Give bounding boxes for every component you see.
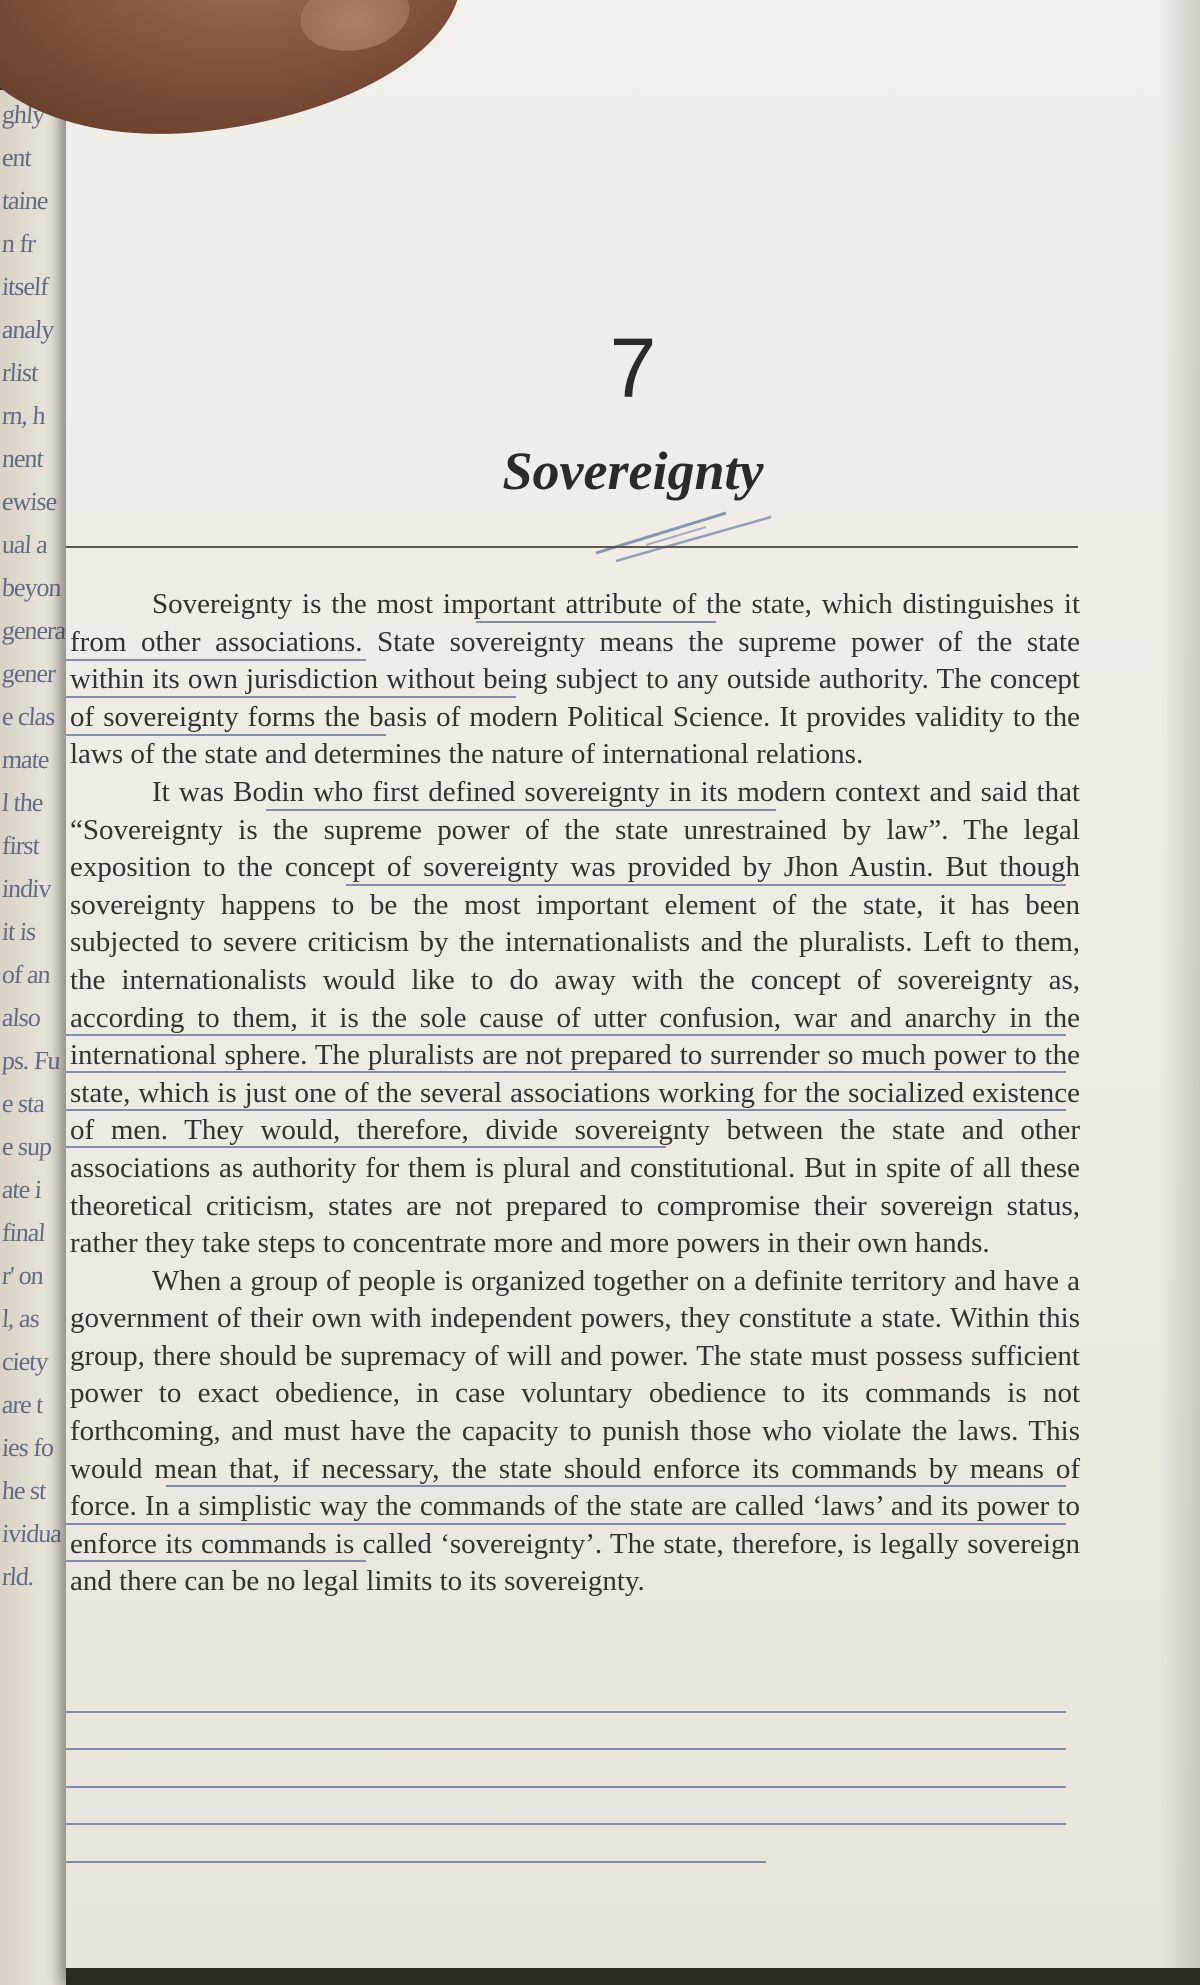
facing-page-fragment: nent — [1, 444, 44, 473]
book-page — [66, 0, 1200, 1985]
facing-page-fragment: first — [1, 831, 40, 860]
paragraph-1: Sovereignty is the most important attribute of the state, which distinguishes it from other associations. State sovereignty means the supreme power of the state within its own jurisdiction without being subject to any outside authority. The concept of sovereignty forms the basis of modern Political Science. It provides validity to the laws of the state and determines the nature of international relations. — [70, 588, 1080, 771]
paragraph-3: When a group of people is organized together on a definite territory and have a government of their own with independent powers, they constitute a state. Within this group, there should be supremacy of will and power. The state must possess sufficient power to exact obedience, in case voluntary obedience to its commands is not forthcoming, and must have the capacity to punish those who violate the laws. This would mean that, if necessary, the state should enforce its commands by means of force. In a simplistic way the commands of the state are called ‘laws’ and its power to enforce its commands is called ‘sovereignty’. The state, therefore, is legally sovereign and there can be no legal limits to its sovereignty. — [70, 1264, 1080, 1598]
facing-page-fragment: genera — [1, 616, 67, 645]
pen-underline — [66, 1748, 1066, 1750]
facing-page-fragment: e sta — [1, 1089, 45, 1118]
facing-page-fragment: indiv — [1, 874, 52, 903]
facing-page-fragment: ciety — [1, 1347, 49, 1376]
facing-page-fragment: ent — [1, 143, 32, 172]
pen-underline — [66, 696, 516, 698]
facing-page-fragment: ewise — [1, 487, 58, 516]
facing-page-fragment: ividua — [1, 1519, 63, 1548]
facing-page-fragment: ps. Fu — [1, 1046, 61, 1075]
paragraph-2: It was Bodin who first defined sovereignty in its modern context and said that “Sovereignty is the supreme power of the state unrestrained by law”. The legal exposition to the concept of sovereignty was provided by Jhon Austin. But though sovereignty happens to be the most important element of the state, it has been subjected to severe criticism by the internationalists and the pluralists. Left to them, the internationalists would like to do away with the concept of sovereignty as, according to them, it is the sole cause of utter confusion, war and anarchy in the international sphere. The pluralists are not prepared to surrender so much power to the state, which is just one of the several associations working for the socialized existence of men. They would, therefore, divide sovereignty between the state and other associations as authority for them is plural and constitutional. But in spite of all these theoretical criticism, states are not prepared to compromise their sovereign status, rather they take steps to concentrate more and more powers in their own hands. — [70, 775, 1080, 1260]
pen-underline — [66, 1861, 766, 1863]
chapter-number: 7 — [609, 321, 657, 415]
pen-underline — [166, 1485, 1066, 1487]
chapter-title: Sovereignty — [502, 441, 764, 501]
pen-underline — [346, 884, 1066, 886]
pen-mark — [586, 505, 776, 565]
pen-underline — [66, 1109, 1066, 1111]
facing-page-fragment: rn, h — [1, 401, 46, 430]
facing-page-fragment: final — [1, 1218, 46, 1247]
chapter-body — [70, 586, 1080, 1601]
pen-underline — [66, 1560, 366, 1562]
facing-page-fragment: also — [1, 1003, 41, 1032]
facing-page-fragment: beyon — [1, 573, 62, 602]
facing-page-fragment: l the — [1, 788, 44, 817]
pen-underline — [66, 1823, 1066, 1825]
facing-page-fragment: rld. — [1, 1562, 35, 1591]
pen-underline — [66, 1786, 1066, 1788]
facing-page-fragment: he st — [1, 1476, 47, 1505]
facing-page-fragment: ual a — [1, 530, 48, 559]
pen-underline — [66, 1711, 1066, 1713]
pen-underline — [66, 734, 386, 736]
facing-page-fragment: it is — [1, 917, 37, 946]
pen-underline — [476, 621, 716, 623]
facing-page-edge — [0, 90, 72, 1985]
pen-underline — [66, 1071, 1066, 1073]
pen-underline — [66, 1146, 666, 1148]
facing-page-fragment: r' on — [1, 1261, 44, 1290]
facing-page-fragment: itself — [1, 272, 50, 301]
page-bottom-shadow — [66, 1968, 1200, 1985]
facing-page-fragment: ghly — [1, 100, 46, 129]
facing-page-fragment: gener — [1, 659, 56, 688]
facing-page-fragment: e clas — [1, 702, 56, 731]
facing-page-fragment: are t — [1, 1390, 44, 1419]
pen-underline — [66, 1034, 1066, 1036]
heading-rule — [66, 546, 1078, 548]
facing-page-fragment: of an — [1, 960, 51, 989]
facing-page-fragment: taine — [1, 186, 49, 215]
facing-page-fragment: rlist — [1, 358, 39, 387]
pen-underline — [66, 1523, 1066, 1525]
facing-page-fragment: l, as — [1, 1304, 40, 1333]
pen-underline — [266, 809, 776, 811]
facing-page-fragment: analy — [1, 315, 55, 344]
facing-page-fragment: n fr — [1, 229, 36, 258]
facing-page-fragment: e sup — [1, 1132, 53, 1161]
facing-page-fragment: mate — [1, 745, 50, 774]
pen-underline — [66, 659, 366, 661]
facing-page-fragment: ate i — [1, 1175, 43, 1204]
facing-page-fragment: ies fo — [1, 1433, 55, 1462]
